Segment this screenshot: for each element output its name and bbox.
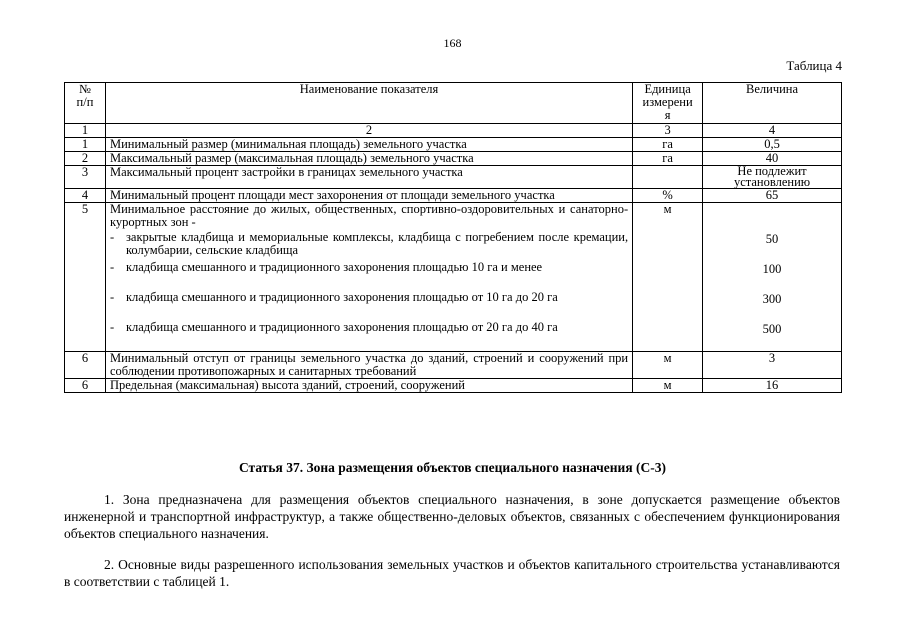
row-num: 6 (65, 352, 106, 379)
row-num: 3 (65, 166, 106, 189)
row-num: 4 (65, 189, 106, 203)
list-item: - кладбища смешанного и традиционного захоронения площадью 10 га и менее (109, 260, 543, 274)
row-unit: га (633, 138, 703, 152)
index-cell: 2 (105, 124, 632, 138)
row-unit: м (633, 203, 703, 352)
row-num: 1 (65, 138, 106, 152)
row-name: Минимальный отступ от границы земельного участка до зданий, строений и сооружений при соблюдении противопожарных и санитарных требований (105, 352, 632, 379)
value-item: 100 (762, 262, 782, 276)
header-unit: Единица измерени я (633, 83, 703, 124)
row-name: Минимальный процент площади мест захоронения от площади земельного участка (105, 189, 632, 203)
table-row (65, 379, 842, 393)
list-item: - кладбища смешанного и традиционного захоронения площадью от 20 га до 40 га (109, 320, 558, 334)
index-cell: 3 (633, 124, 703, 138)
index-cell: 1 (65, 124, 106, 138)
row-value: 40 (703, 152, 842, 166)
index-cell: 4 (703, 124, 842, 138)
parameters-table (64, 82, 842, 393)
table-row (65, 166, 842, 189)
article-heading: Статья 37. Зона размещения объектов специального назначения (С-3) (238, 460, 666, 475)
row-name: Минимальный размер (минимальная площадь) земельного участка (105, 138, 632, 152)
row-name (105, 203, 632, 352)
page-number: 168 (443, 36, 462, 50)
row-name: Максимальный размер (максимальная площадь) земельного участка (105, 152, 632, 166)
column-index-row (65, 124, 842, 138)
table-caption: Таблица 4 (786, 58, 842, 73)
table-row (65, 352, 842, 379)
row-name: Максимальный процент застройки в границах земельного участка (105, 166, 632, 189)
value-item: 300 (762, 292, 782, 306)
table-row (65, 152, 842, 166)
row-unit (633, 166, 703, 189)
list-item: - закрытые кладбища и мемориальные комплексы, кладбища с погребением после кремации, колумбарии, сельские кладбища (109, 230, 629, 257)
row-num: 2 (65, 152, 106, 166)
value-item: 500 (762, 322, 782, 336)
row-num: 5 (65, 203, 106, 352)
row-value: 65 (703, 189, 842, 203)
header-num: № п/п (65, 83, 106, 124)
list-item: - кладбища смешанного и традиционного захоронения площадью от 10 га до 20 га (109, 290, 558, 304)
value-item: 50 (765, 232, 779, 246)
row-value: 3 (703, 352, 842, 379)
table-row (65, 203, 842, 352)
row-value: 16 (703, 379, 842, 393)
row-value: Не подлежит установлению (703, 166, 842, 189)
row-num: 6 (65, 379, 106, 393)
header-name: Наименование показателя (105, 83, 632, 124)
row-unit: м (633, 379, 703, 393)
table-row (65, 138, 842, 152)
row-value (703, 203, 842, 352)
header-value: Величина (703, 83, 842, 124)
table-row (65, 189, 842, 203)
row-unit: % (633, 189, 703, 203)
table-header-row (65, 83, 842, 124)
row-value: 0,5 (703, 138, 842, 152)
row-name: Предельная (максимальная) высота зданий, строений, сооружений (105, 379, 632, 393)
row-name-intro: Минимальное расстояние до жилых, общественных, спортивно-оздоровительных и санаторно-курортных зон - (109, 202, 629, 229)
paragraph: 1. Зона предназначена для размещения объектов специального назначения, в зоне допускается размещение объектов инженерной и транспортной инфраструктур, а также общественно-деловых объектов, связанных с обеспечением функционирования объектов специального назначения. (64, 492, 840, 541)
row-unit: га (633, 152, 703, 166)
paragraph: 2. Основные виды разрешенного использования земельных участков и объектов капитального строительства устанавливаются в соответствии с таблицей 1. (64, 557, 840, 589)
row-unit: м (633, 352, 703, 379)
